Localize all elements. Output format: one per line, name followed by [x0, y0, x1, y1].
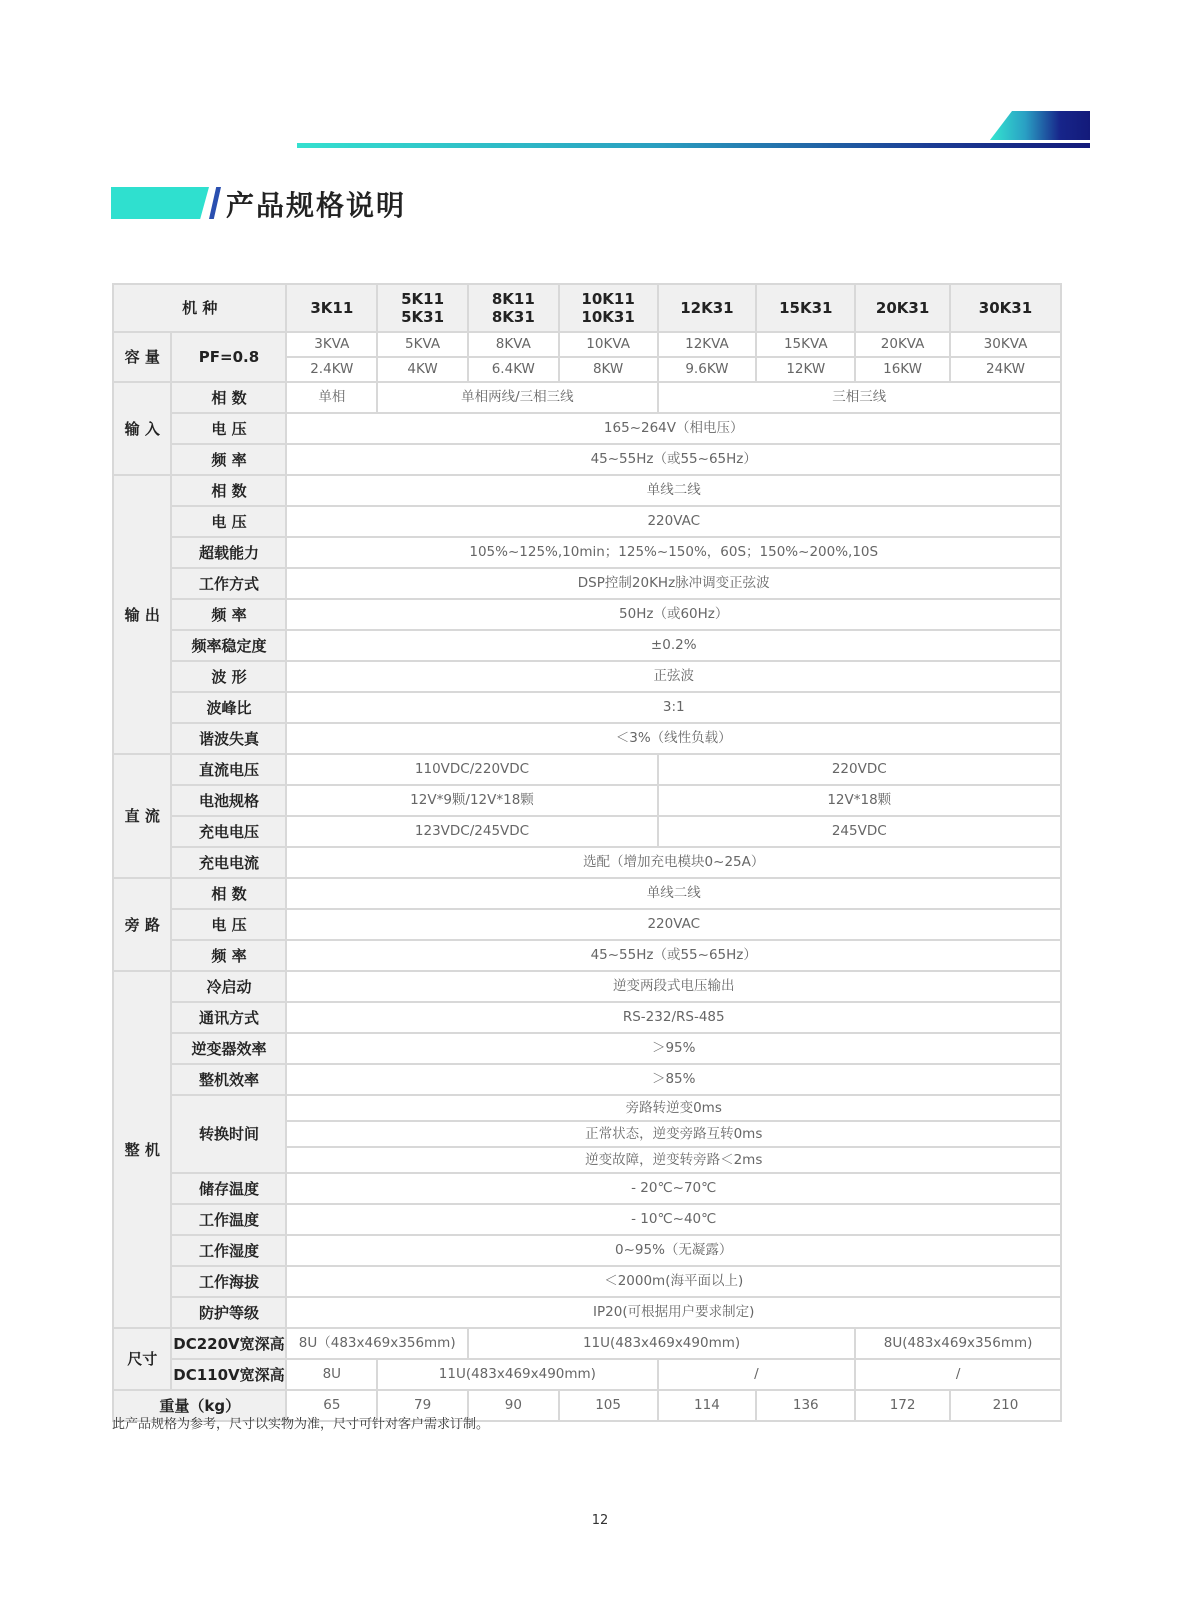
- capacity-kva-row: [113, 332, 1061, 357]
- row-label: DC220V宽深高: [171, 1328, 286, 1359]
- cell: 选配（增加充电模块0~25A）: [286, 847, 1061, 878]
- cell: 11U(483x469x490mm): [377, 1359, 657, 1390]
- model-header-row: [113, 284, 1061, 332]
- cell: 15KVA: [756, 332, 855, 357]
- cell: 三相三线: [658, 382, 1061, 413]
- row-label: 工作海拔: [171, 1266, 286, 1297]
- row-label: 储存温度: [171, 1173, 286, 1204]
- cell: 220VDC: [658, 754, 1061, 785]
- system-row: [113, 971, 1061, 1002]
- cell: 90: [468, 1390, 559, 1421]
- cell: 8U(483x469x356mm): [855, 1328, 1061, 1359]
- cell: - 10℃~40℃: [286, 1204, 1061, 1235]
- row-label: 电池规格: [171, 785, 286, 816]
- row-label: 防护等级: [171, 1297, 286, 1328]
- system-row: [113, 1033, 1061, 1064]
- output-label: 输 出: [113, 475, 171, 754]
- cell: 2.4KW: [286, 357, 377, 382]
- cell: - 20℃~70℃: [286, 1173, 1061, 1204]
- cell: 3KVA: [286, 332, 377, 357]
- output-row: [113, 537, 1061, 568]
- weight-label: 重量（kg）: [113, 1390, 286, 1421]
- cell: DSP控制20KHz脉冲调变正弦波: [286, 568, 1061, 599]
- cell: 6.4KW: [468, 357, 559, 382]
- row-label: 频 率: [171, 444, 286, 475]
- model-12k31: 12K31: [658, 284, 757, 332]
- cell: 12KW: [756, 357, 855, 382]
- system-row: [113, 1204, 1061, 1235]
- cell: 逆变两段式电压输出: [286, 971, 1061, 1002]
- cell: 单相: [286, 382, 377, 413]
- dc-charge-current-row: [113, 847, 1061, 878]
- page-title: 产品规格说明: [226, 189, 407, 222]
- row-label: 电 压: [171, 413, 286, 444]
- output-row: [113, 475, 1061, 506]
- page-number: 12: [591, 1513, 609, 1528]
- model-3k11: 3K11: [286, 284, 377, 332]
- row-label: DC110V宽深高: [171, 1359, 286, 1390]
- row-label: 波 形: [171, 661, 286, 692]
- cell: 16KW: [855, 357, 950, 382]
- transfer-row: [113, 1095, 1061, 1121]
- cell: 245VDC: [658, 816, 1061, 847]
- model-8k: 8K11 8K31: [468, 284, 559, 332]
- cell: ±0.2%: [286, 630, 1061, 661]
- cell: 105: [559, 1390, 658, 1421]
- row-label: 相 数: [171, 878, 286, 909]
- size-label: 尺寸: [113, 1328, 171, 1390]
- output-row: [113, 568, 1061, 599]
- system-row: [113, 1297, 1061, 1328]
- size-dc110-row: [113, 1359, 1061, 1390]
- dc-battery-row: [113, 785, 1061, 816]
- cell: 123VDC/245VDC: [286, 816, 657, 847]
- cell: 165~264V（相电压）: [286, 413, 1061, 444]
- cell: 12V*18颗: [658, 785, 1061, 816]
- cell: 正常状态，逆变旁路互转0ms: [286, 1121, 1061, 1147]
- model-30k31: 30K31: [950, 284, 1061, 332]
- system-row: [113, 1173, 1061, 1204]
- cell: 旁路转逆变0ms: [286, 1095, 1061, 1121]
- row-label: 整机效率: [171, 1064, 286, 1095]
- output-row: [113, 630, 1061, 661]
- row-label: 电 压: [171, 909, 286, 940]
- cell: 79: [377, 1390, 468, 1421]
- cell: 50Hz（或60Hz）: [286, 599, 1061, 630]
- cell: 45~55Hz（或55~65Hz）: [286, 940, 1061, 971]
- row-label: 频 率: [171, 599, 286, 630]
- cell: 110VDC/220VDC: [286, 754, 657, 785]
- input-label: 输 入: [113, 382, 171, 475]
- dc-label: 直 流: [113, 754, 171, 878]
- cell: 0~95%（无凝露）: [286, 1235, 1061, 1266]
- cell: 8KVA: [468, 332, 559, 357]
- cell: 30KVA: [950, 332, 1061, 357]
- system-row: [113, 1002, 1061, 1033]
- row-label: 相 数: [171, 475, 286, 506]
- cell: 单线二线: [286, 475, 1061, 506]
- cell: 正弦波: [286, 661, 1061, 692]
- model-label: 机 种: [113, 284, 286, 332]
- capacity-label: 容 量: [113, 332, 171, 382]
- cell: 8KW: [559, 357, 658, 382]
- output-row: [113, 723, 1061, 754]
- row-label: 工作方式: [171, 568, 286, 599]
- row-label: 频 率: [171, 940, 286, 971]
- system-row: [113, 1235, 1061, 1266]
- row-label: 频率稳定度: [171, 630, 286, 661]
- cell: ＜3%（线性负载）: [286, 723, 1061, 754]
- row-label: 直流电压: [171, 754, 286, 785]
- cell: /: [855, 1359, 1061, 1390]
- dc-charge-voltage-row: [113, 816, 1061, 847]
- dc-voltage-row: [113, 754, 1061, 785]
- cell: 114: [658, 1390, 757, 1421]
- title-accent-bar: [111, 187, 209, 219]
- cell: 单线二线: [286, 878, 1061, 909]
- cell: 5KVA: [377, 332, 468, 357]
- title-accent-slash: [209, 187, 221, 219]
- bypass-row: [113, 878, 1061, 909]
- row-label: 转换时间: [171, 1095, 286, 1173]
- cell: 172: [855, 1390, 950, 1421]
- cell: 10KVA: [559, 332, 658, 357]
- cell: ＜2000m(海平面以上): [286, 1266, 1061, 1297]
- header-accent-line: [297, 143, 1090, 148]
- footnote: 此产品规格为参考，尺寸以实物为准，尺寸可针对客户需求订制。: [112, 1417, 490, 1432]
- cell: 24KW: [950, 357, 1061, 382]
- row-label: 工作湿度: [171, 1235, 286, 1266]
- cell: 11U(483x469x490mm): [468, 1328, 855, 1359]
- row-label: 谐波失真: [171, 723, 286, 754]
- cell: 136: [756, 1390, 855, 1421]
- model-5k: 5K11 5K31: [377, 284, 468, 332]
- row-label: 电 压: [171, 506, 286, 537]
- cell: ＞85%: [286, 1064, 1061, 1095]
- cell: RS-232/RS-485: [286, 1002, 1061, 1033]
- row-label: 通讯方式: [171, 1002, 286, 1033]
- row-label: 充电电压: [171, 816, 286, 847]
- cell: 4KW: [377, 357, 468, 382]
- cell: 12KVA: [658, 332, 757, 357]
- cell: 12V*9颗/12V*18颗: [286, 785, 657, 816]
- cell: 45~55Hz（或55~65Hz）: [286, 444, 1061, 475]
- row-label: 相 数: [171, 382, 286, 413]
- pf-label: PF=0.8: [171, 332, 286, 382]
- system-row: [113, 1266, 1061, 1297]
- cell: 单相两线/三相三线: [377, 382, 657, 413]
- cell: 20KVA: [855, 332, 950, 357]
- input-phase-row: [113, 382, 1061, 413]
- cell: 8U: [286, 1359, 377, 1390]
- cell: 逆变故障，逆变转旁路＜2ms: [286, 1147, 1061, 1173]
- cell: 210: [950, 1390, 1061, 1421]
- system-row: [113, 1064, 1061, 1095]
- row-label: 波峰比: [171, 692, 286, 723]
- spec-table: [112, 283, 1062, 1422]
- cell: IP20(可根据用户要求制定): [286, 1297, 1061, 1328]
- output-row: [113, 692, 1061, 723]
- cell: ＞95%: [286, 1033, 1061, 1064]
- system-label: 整 机: [113, 971, 171, 1328]
- output-row: [113, 661, 1061, 692]
- row-label: 工作温度: [171, 1204, 286, 1235]
- input-voltage-row: [113, 413, 1061, 444]
- cell: 65: [286, 1390, 377, 1421]
- row-label: 冷启动: [171, 971, 286, 1002]
- row-label: 充电电流: [171, 847, 286, 878]
- row-label: 超载能力: [171, 537, 286, 568]
- cell: 3:1: [286, 692, 1061, 723]
- output-row: [113, 599, 1061, 630]
- input-frequency-row: [113, 444, 1061, 475]
- size-dc220-row: [113, 1328, 1061, 1359]
- bypass-row: [113, 909, 1061, 940]
- row-label: 逆变器效率: [171, 1033, 286, 1064]
- cell: 9.6KW: [658, 357, 757, 382]
- cell: 8U（483x469x356mm): [286, 1328, 468, 1359]
- model-15k31: 15K31: [756, 284, 855, 332]
- cell: 220VAC: [286, 909, 1061, 940]
- model-10k: 10K11 10K31: [559, 284, 658, 332]
- cell: 105%~125%,10min；125%~150%，60S；150%~200%,10S: [286, 537, 1061, 568]
- bypass-label: 旁 路: [113, 878, 171, 971]
- model-20k31: 20K31: [855, 284, 950, 332]
- output-row: [113, 506, 1061, 537]
- cell: /: [658, 1359, 856, 1390]
- bypass-row: [113, 940, 1061, 971]
- header-accent-block: [990, 111, 1090, 140]
- cell: 220VAC: [286, 506, 1061, 537]
